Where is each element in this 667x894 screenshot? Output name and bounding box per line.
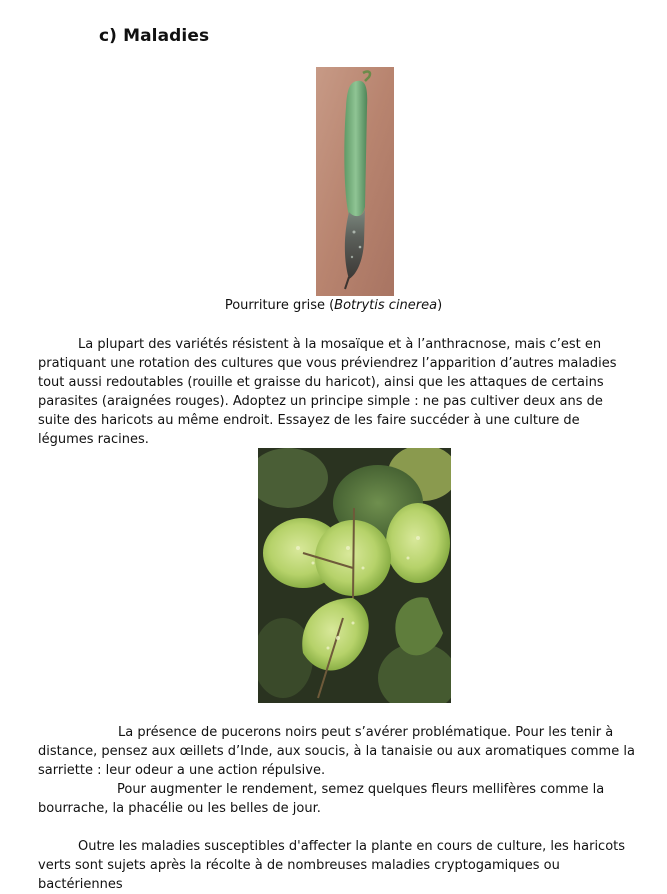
paragraph-aphids: La présence de pucerons noirs peut s’avérer problématique. Pour les tenir à distance, pensez aux œillets d’Inde, aux soucis, à la tanaisie ou aux aromatiques comme la sarriette : leur odeur a une action répulsive. [38,725,635,778]
paragraph-yield: Pour augmenter le rendement, semez quelques fleurs mellifères comme la bourrache, la phacélie ou les belles de jour. [38,782,605,816]
bean-leaves-photo [258,448,451,703]
figure1-caption [0,298,667,313]
paragraph-rotation: La plupart des variétés résistent à la mosaïque et à l’anthracnose, mais c’est en pratiquant une rotation des cultures que vous préviendrez l’apparition d’autres maladies tout aussi redoutables (rouille et graisse du haricot), ainsi que les attaques de certains parasites (araignées rouges). Adoptez un principe simple : ne pas cultiver deux ans de suite des haricots au même endroit. Essayez de les faire succéder à une culture de légumes racines. [38,337,617,447]
caption-suffix: ) [437,298,443,313]
bean-pod-photo [316,67,394,296]
caption-prefix: Pourriture grise ( [224,298,335,313]
caption-species: Botrytis cinerea [334,298,438,313]
paragraph-post-harvest: Outre les maladies susceptibles d'affecter la plante en cours de culture, les haricots verts sont sujets après la récolte à de nombreuses maladies cryptogamiques ou bactériennes [38,839,626,892]
section-heading: c) Maladies [99,26,210,46]
